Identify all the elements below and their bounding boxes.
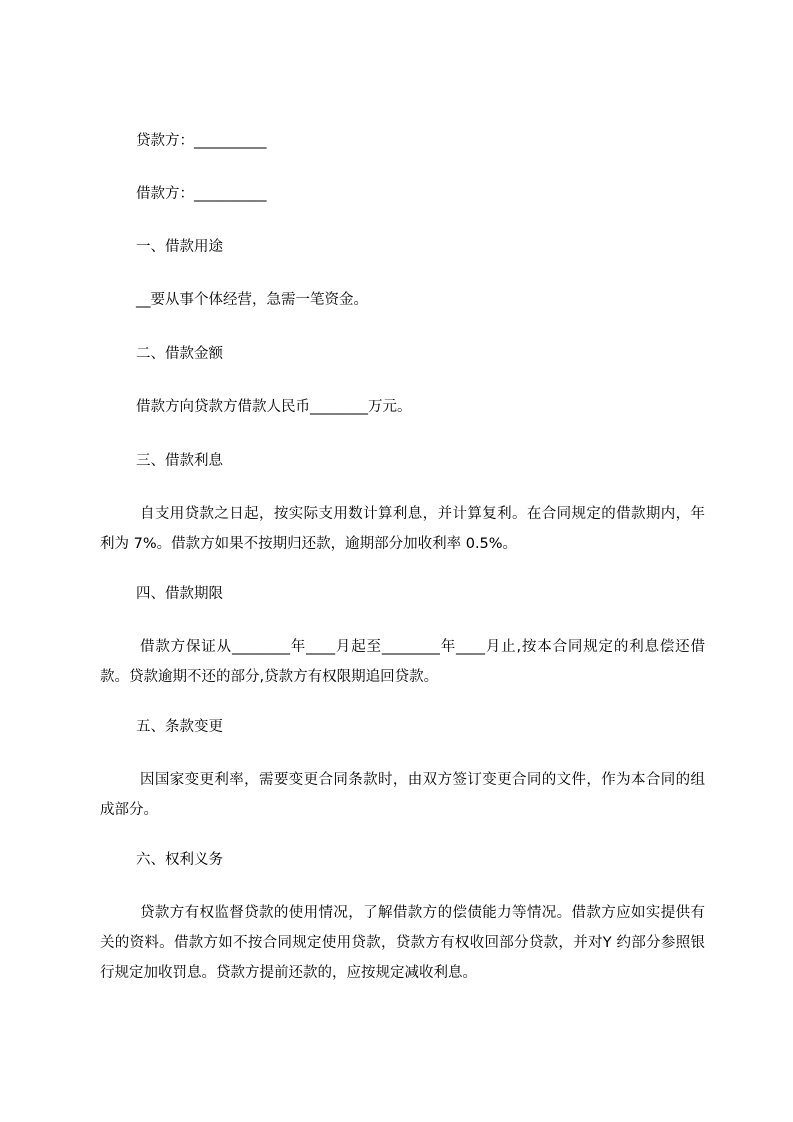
section-amount-heading: 二、借款金额 <box>136 346 223 362</box>
section-term-text: 借款方保证从________年____月起至________年____月止,按本合同规定的利息偿还借款。贷款逾期不还的部分,贷款方有权限期追回贷款。 <box>100 639 705 685</box>
section-change-heading: 五、条款变更 <box>136 719 223 735</box>
section-purpose-text: __要从事个体经营，急需一笔资金。 <box>136 292 368 308</box>
section-rights-text: 贷款方有权监督贷款的使用情况，了解借款方的偿债能力等情况。借款方应如实提供有关的资料。借款方如不按合同规定使用贷款，贷款方有权收回部分贷款，并对Y 约部分参照银行规定加收罚息。贷款方提前还款的，应按规定减收利息。 <box>100 905 705 981</box>
section-change-text: 因国家变更利率，需要变更合同条款时，由双方签订变更合同的文件，作为本合同的组成部分。 <box>100 772 705 818</box>
section-interest-text: 自支用贷款之日起，按实际支用数计算利息，并计算复利。在合同规定的借款期内，年利为 7%。借款方如果不按期归还款，逾期部分加收利率 0.5%。 <box>100 506 705 552</box>
section-rights-heading: 六、权利义务 <box>136 852 223 868</box>
section-interest-heading: 三、借款利息 <box>136 453 223 469</box>
section-purpose-heading: 一、借款用途 <box>136 239 223 255</box>
section-amount-text: 借款方向贷款方借款人民币________万元。 <box>136 399 412 415</box>
lender-line: 贷款方：__________ <box>136 133 267 149</box>
borrower-line: 借款方：__________ <box>136 186 267 202</box>
section-term-heading: 四、借款期限 <box>136 586 223 602</box>
